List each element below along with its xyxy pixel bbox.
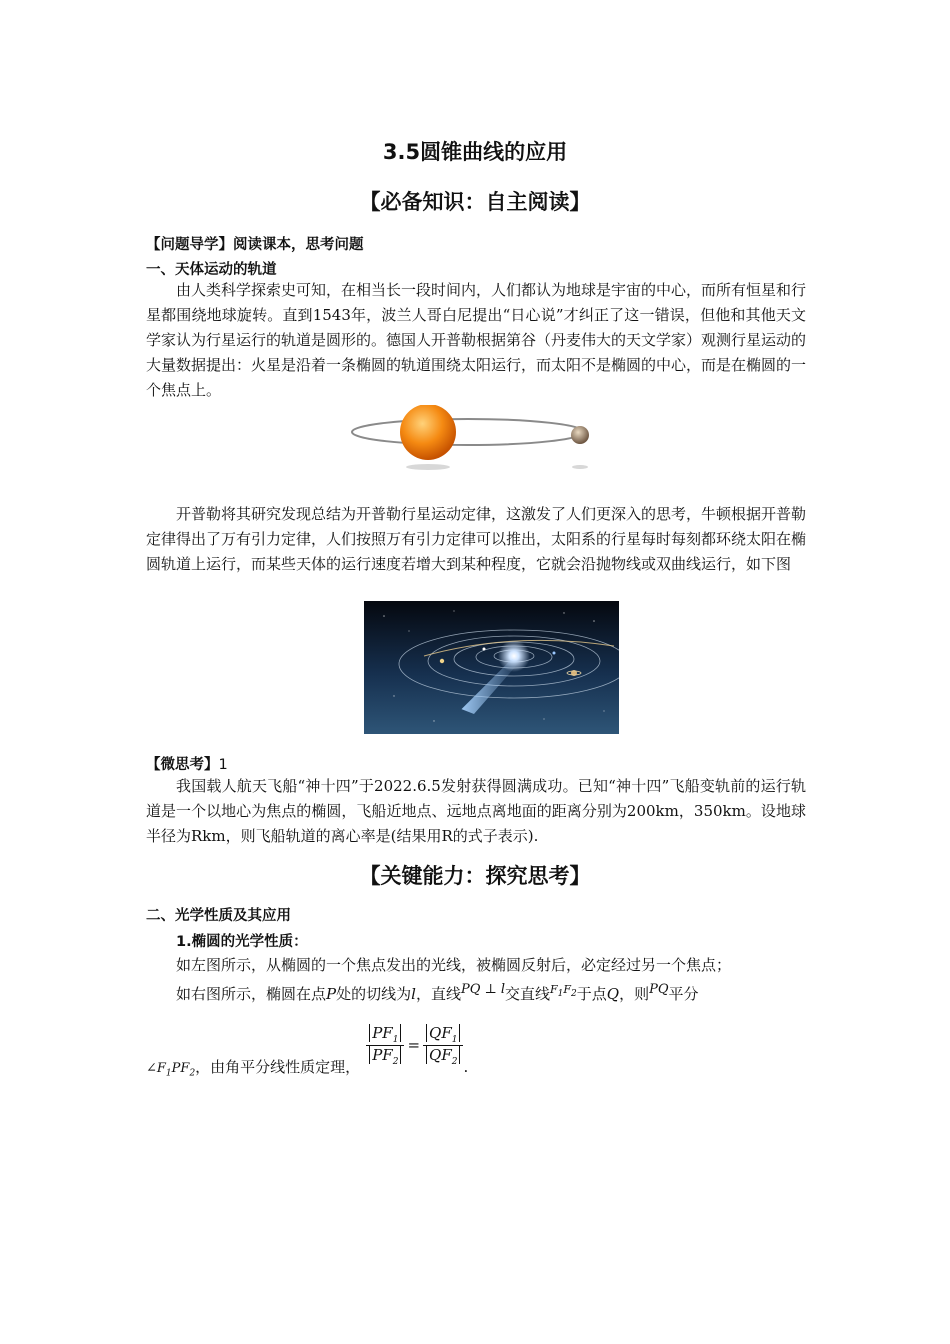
fraction-qf: $\frac{QF_1}{QF_2}$ (423, 1024, 463, 1067)
angle-f1pf2: $\angle F_1PF_2$ (146, 1060, 196, 1079)
section-heading-knowledge: 【必备知识：自主阅读】 (359, 190, 591, 214)
solar-system-figure (364, 601, 619, 734)
subheading-orbit: 一、天体运动的轨道 (146, 262, 277, 278)
sun-icon (400, 405, 456, 460)
pq-perp-l: PQ ⊥ l (460, 982, 506, 997)
page-title: 3.5圆锥曲线的应用 (382, 140, 568, 164)
text-left-figure: 如左图所示，从椭圆的一个焦点发出的光线，被椭圆反射后，必定经过另一个焦点； (176, 956, 732, 974)
section-heading-ability: 【关键能力：探究思考】 (359, 864, 591, 888)
sun-orbit-figure (348, 405, 598, 475)
orbit-ellipse (352, 419, 584, 445)
pq: PQ (649, 982, 669, 997)
paragraph-kepler: 开普勒将其研究发现总结为开普勒行星运动定律，这激发了人们更深入的思考，牛顿根据开普勒定律得出了万有引力定律，人们按照万有引力定律可以推出，太阳系的行星每时每刻都环绕太阳在椭圆轨道上运行，而某些天体的运行速度若增大到某种程度，它就会沿抛物线或双曲线运行，如下图 (146, 505, 807, 573)
line-l: l (411, 985, 416, 1003)
think-heading (146, 753, 228, 774)
space-background (364, 601, 619, 734)
angle-bisector-line: $\angle F_1PF_2$，由角平分线性质定理， $\frac{PF_1}{PF_2}$ = $\frac{QF_1}{QF_2}$ . (146, 1024, 469, 1079)
point-p: P (326, 985, 337, 1003)
paragraph-history: 由人类科学探索史可知，在相当长一段时间内，人们都认为地球是宇宙的中心，而所有恒星和行星都围绕地球旋转。直到1543年，波兰人哥白尼提出“日心说”才纠正了这一错误，但他和其他天文学家认为行星运行的轨道是圆形的。德国人开普勒根据第谷（丹麦伟大的天文学家）观测行星运动的大量数据提出：火星是沿着一条椭圆的轨道围绕太阳运行，而太阳不是椭圆的中心，而是在椭圆的一个焦点上。 (146, 281, 807, 399)
think-number: 1 (218, 757, 228, 773)
sun-shadow (406, 464, 450, 470)
planet-icon (571, 426, 589, 444)
guide-bracket: 【问题导学】 (146, 237, 233, 253)
subheading-ellipse-optics: 1.椭圆的光学性质： (176, 934, 308, 950)
f1f2: F1F2 (550, 983, 577, 1000)
fraction-pf: $\frac{PF_1}{PF_2}$ (366, 1024, 404, 1067)
paragraph-shenzhou: 我国载人航天飞船“神十四”于2022.6.5发射获得圆满成功。已知“神十四”飞船变轨前的运行轨道是一个以地心为焦点的椭圆，飞船近地点、远地点离地面的距离分别为200km，350km。设地球半径为Rkm，则飞船轨道的离心率是(结果用R的式子表示). (146, 777, 806, 845)
think-label: 【微思考】 (146, 757, 219, 773)
subheading-optics: 二、光学性质及其应用 (146, 908, 291, 924)
point-q: Q (606, 985, 620, 1003)
guide-heading (146, 233, 364, 254)
text-right-figure: 如右图所示，椭圆在点P处的切线为l，直线PQ ⊥ l交直线$^{F_1F_2}$于点Q，则PQ平分 (176, 982, 699, 1003)
guide-text: 阅读课本，思考问题 (233, 237, 364, 253)
planet-dot (440, 659, 444, 663)
planet-shadow (572, 465, 588, 469)
